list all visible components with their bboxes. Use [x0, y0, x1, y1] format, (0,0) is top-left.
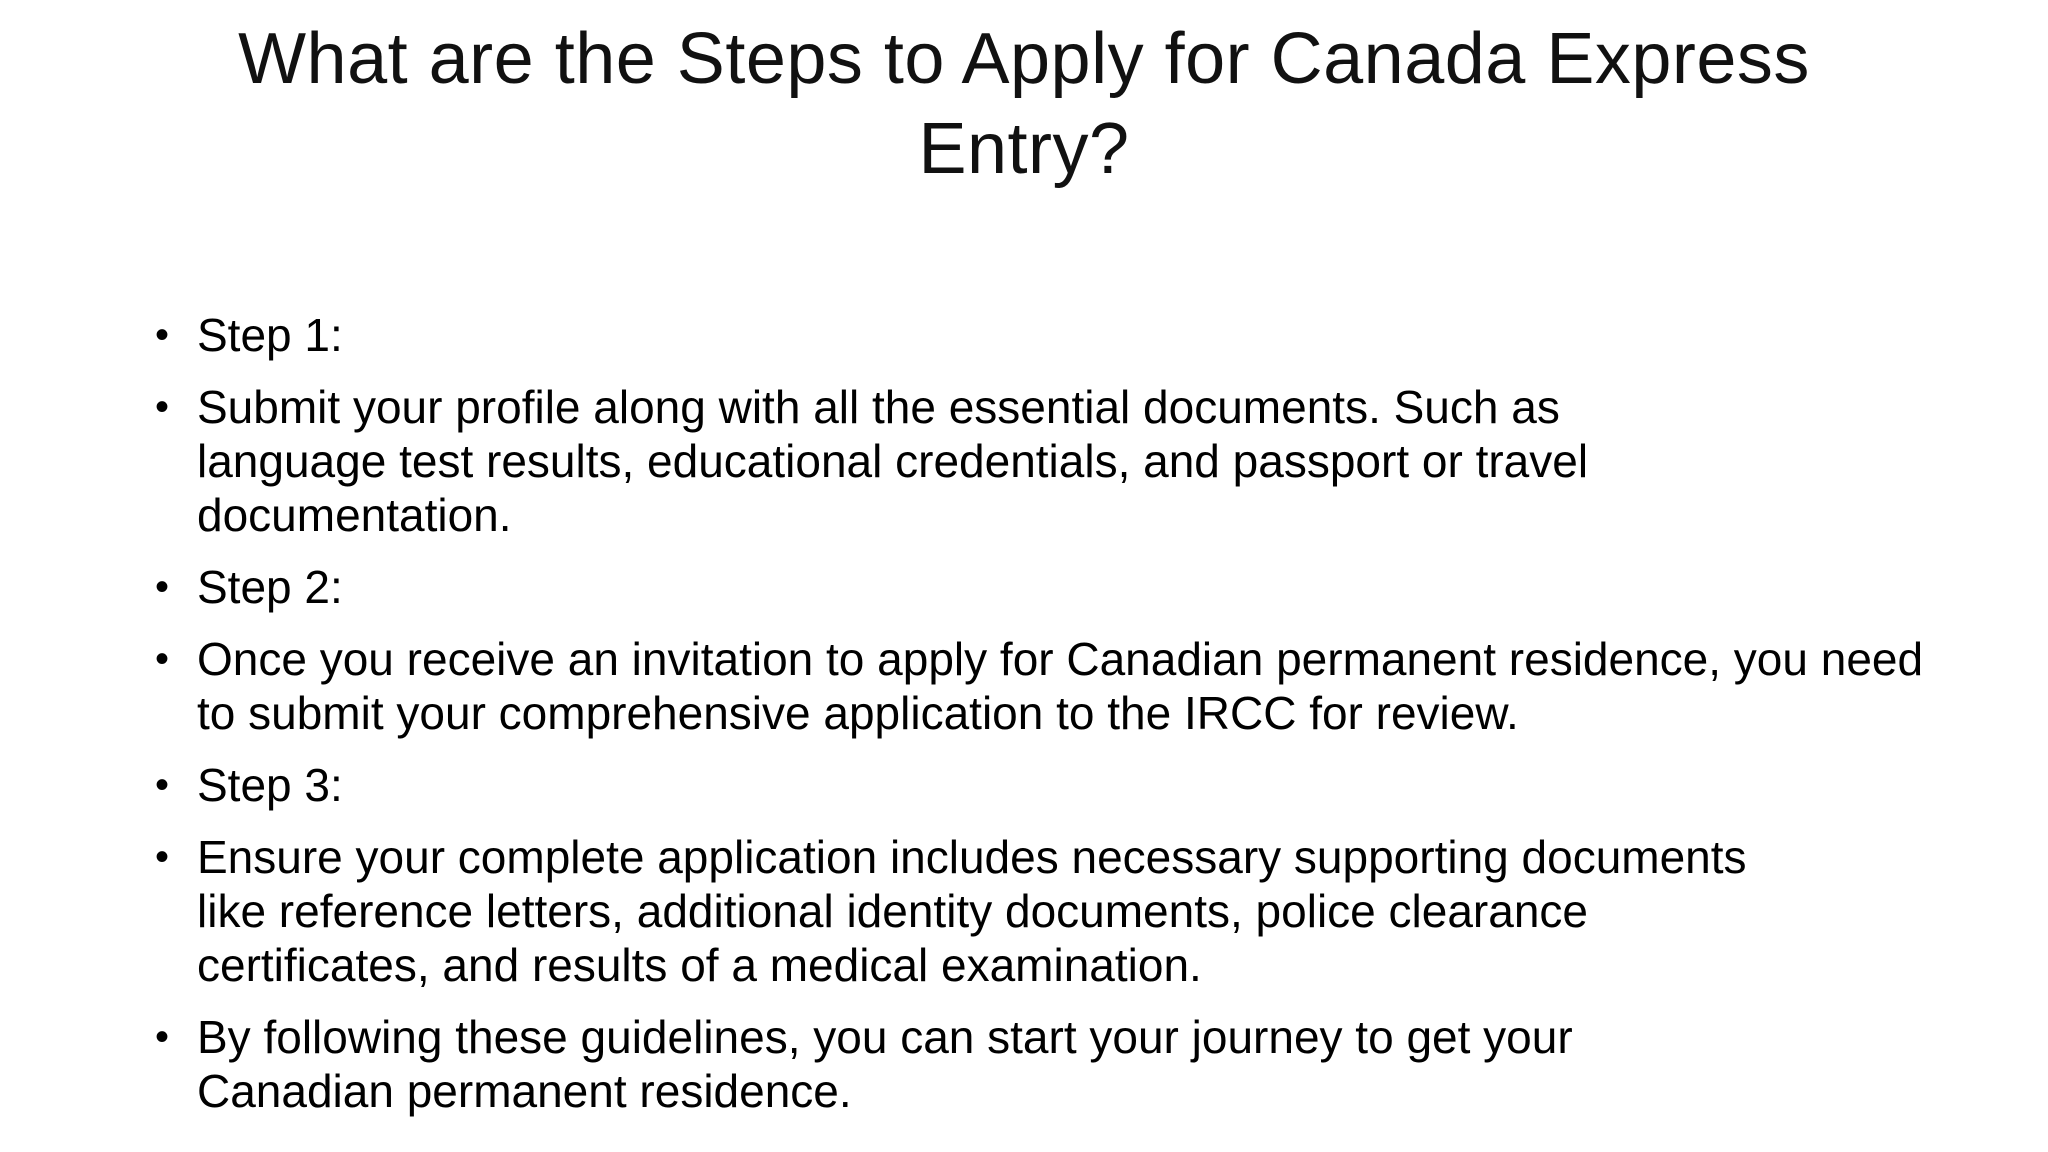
- bullet-dot-icon: •: [155, 565, 170, 609]
- bullet-text: Step 1:: [197, 309, 343, 361]
- bullet-dot-icon: •: [155, 835, 170, 879]
- bullet-list: [155, 308, 1955, 1136]
- bullet-text: Ensure your complete application includes necessary supporting documents like reference letters, additional identity documents, police clearance certificates, and results of a medical examination.: [197, 831, 1747, 991]
- bullet-conclusion: [155, 1010, 1757, 1118]
- bullet-step-2-detail: [155, 632, 1957, 740]
- bullet-text: Step 3:: [197, 759, 343, 811]
- bullet-dot-icon: •: [155, 385, 170, 429]
- bullet-dot-icon: •: [155, 763, 170, 807]
- bullet-text: Once you receive an invitation to apply for Canadian permanent residence, you need to submit your comprehensive application to the IRCC for review.: [197, 633, 1924, 739]
- bullet-dot-icon: •: [155, 1015, 170, 1059]
- bullet-step-1-detail: [155, 380, 1757, 542]
- bullet-step-1: [155, 308, 1955, 362]
- bullet-step-2: [155, 560, 1955, 614]
- slide-title: What are the Steps to Apply for Canada Express Entry?: [238, 19, 1810, 189]
- bullet-step-3: [155, 758, 1955, 812]
- bullet-dot-icon: •: [155, 637, 170, 681]
- bullet-text: Submit your profile along with all the essential documents. Such as language test results, educational credentials, and passport or travel documentation.: [197, 381, 1589, 541]
- bullet-step-3-detail: [155, 830, 1817, 992]
- bullet-text: By following these guidelines, you can start your journey to get your Canadian permanent residence.: [197, 1011, 1573, 1117]
- bullet-dot-icon: •: [155, 313, 170, 357]
- bullet-text: Step 2:: [197, 561, 343, 613]
